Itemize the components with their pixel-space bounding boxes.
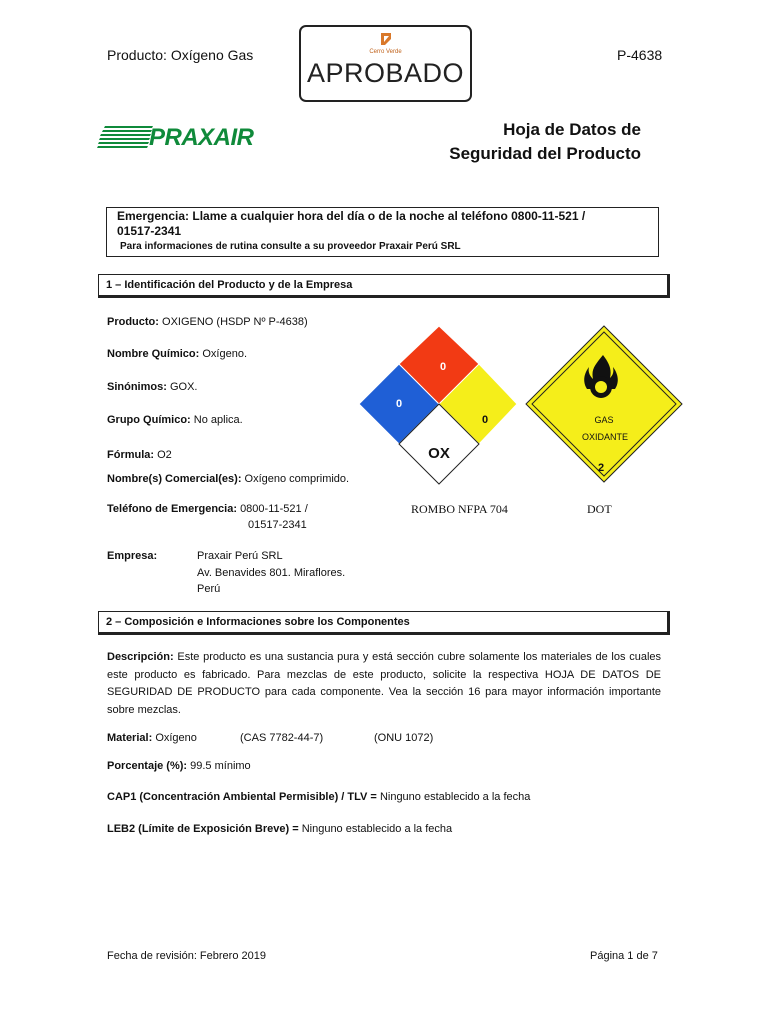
- nfpa-704-diamond: [359, 326, 519, 486]
- sinonimos-label: Sinónimos:: [107, 381, 167, 393]
- empresa-label: [107, 549, 157, 563]
- telefono-label: Teléfono de Emergencia:: [107, 503, 237, 515]
- telefono-row: [107, 502, 308, 516]
- emergency-box: [106, 207, 659, 257]
- description-text: Este producto es una sustancia pura y está sección cubre solamente los materiales de los cuales este producto es fabricado. Para mezclas de este producto, solicite la respectiva HOJA DE DATOS DE SEGURIDAD DE PRODUCTO para cada componente. Vea la sección 16 para mayor información importante sobre mezclas.: [107, 651, 661, 716]
- logo-stripes-icon: [97, 124, 155, 150]
- emergency-line-1: Emergencia: Llame a cualquier hora del día o de la noche al teléfono 0800-11-521 /: [117, 209, 586, 223]
- cerro-verde-logo-icon: [381, 33, 391, 45]
- leb2-label: LEB2 (Límite de Exposición Breve) =: [107, 823, 299, 835]
- onu-number: (ONU 1072): [374, 732, 434, 744]
- section-1-header: 1 – Identificación del Producto y de la Empresa: [98, 274, 670, 298]
- grupo-row: [107, 413, 243, 427]
- leb2-row: [107, 822, 452, 836]
- dot-placard: [525, 325, 683, 483]
- header-product: Producto: Oxígeno Gas: [107, 47, 254, 63]
- grupo-value: No aplica.: [193, 414, 243, 426]
- producto-value: OXIGENO (HSDP Nº P-4638): [162, 316, 308, 328]
- dot-line-1: GAS: [594, 415, 614, 425]
- section-2-header: 2 – Composición e Informaciones sobre los Componentes: [98, 611, 670, 635]
- material-value: Oxígeno: [155, 732, 197, 744]
- material-label: Material:: [107, 732, 153, 744]
- formula-value: O2: [157, 449, 172, 461]
- cap1-row: [107, 790, 530, 804]
- nfpa-reactivity-value: 0: [481, 414, 489, 426]
- cap1-value: Ninguno establecido a la fecha: [379, 791, 531, 803]
- stamp-brand: Cerro Verde: [369, 49, 402, 55]
- nfpa-flammability-value: 0: [439, 361, 447, 373]
- porcentaje-value: 99.5 mínimo: [190, 760, 251, 772]
- dot-label: DOT: [587, 502, 612, 516]
- empresa-line-3: Perú: [197, 583, 221, 595]
- leb2-value: Ninguno establecido a la fecha: [301, 823, 453, 835]
- nfpa-special-value: OX: [428, 445, 450, 462]
- nombre-value: Oxígeno.: [202, 348, 247, 360]
- emergency-line-2: 01517-2341: [117, 224, 182, 238]
- footer-revision: Fecha de revisión: Febrero 2019: [107, 950, 266, 962]
- cap1-label: CAP1 (Concentración Ambiental Permisible) / TLV =: [107, 791, 377, 803]
- description-paragraph: [107, 649, 661, 719]
- header-code: P-4638: [617, 47, 663, 63]
- nfpa-health-value: 0: [395, 398, 403, 410]
- empresa-line-2: Av. Benavides 801. Miraflores.: [197, 567, 346, 579]
- sinonimos-value: GOX.: [169, 381, 198, 393]
- telefono-value-2: 01517-2341: [248, 519, 307, 531]
- approved-stamp: [299, 25, 472, 102]
- description-label: Descripción:: [107, 651, 174, 663]
- comercial-label: Nombre(s) Comercial(es):: [107, 473, 242, 485]
- material-row: [107, 731, 197, 745]
- emergency-sub: Para informaciones de rutina consulte a su proveedor Praxair Perú SRL: [120, 241, 461, 252]
- stamp-text: APROBADO: [306, 58, 465, 88]
- dot-line-2: OXIDANTE: [581, 432, 629, 442]
- sinonimos-row: [107, 380, 197, 394]
- producto-row: [107, 315, 308, 329]
- empresa-label-text: Empresa:: [107, 550, 158, 562]
- footer-page: Página 1 de 7: [590, 950, 658, 962]
- nombre-row: [107, 347, 247, 361]
- document-title: [449, 118, 641, 166]
- comercial-value: Oxígeno comprimido.: [244, 473, 350, 485]
- formula-row: [107, 448, 172, 462]
- dot-background: [526, 326, 682, 482]
- title-line-2: Seguridad del Producto: [449, 144, 641, 163]
- nfpa-label: ROMBO NFPA 704: [411, 502, 508, 516]
- dot-class-number: 2: [597, 462, 605, 474]
- praxair-logo: [97, 124, 267, 150]
- logo-text: PRAXAIR: [149, 124, 254, 151]
- comercial-row: [107, 472, 349, 486]
- porcentaje-row: [107, 759, 251, 773]
- producto-label: Producto:: [107, 316, 159, 328]
- cas-number: (CAS 7782-44-7): [240, 732, 324, 744]
- title-line-1: Hoja de Datos de: [503, 120, 641, 139]
- porcentaje-label: Porcentaje (%):: [107, 760, 188, 772]
- nombre-label: Nombre Químico:: [107, 348, 200, 360]
- formula-label: Fórmula:: [107, 449, 155, 461]
- telefono-value-1: 0800-11-521 /: [240, 503, 308, 515]
- grupo-label: Grupo Químico:: [107, 414, 191, 426]
- empresa-line-1: Praxair Perú SRL: [197, 550, 283, 562]
